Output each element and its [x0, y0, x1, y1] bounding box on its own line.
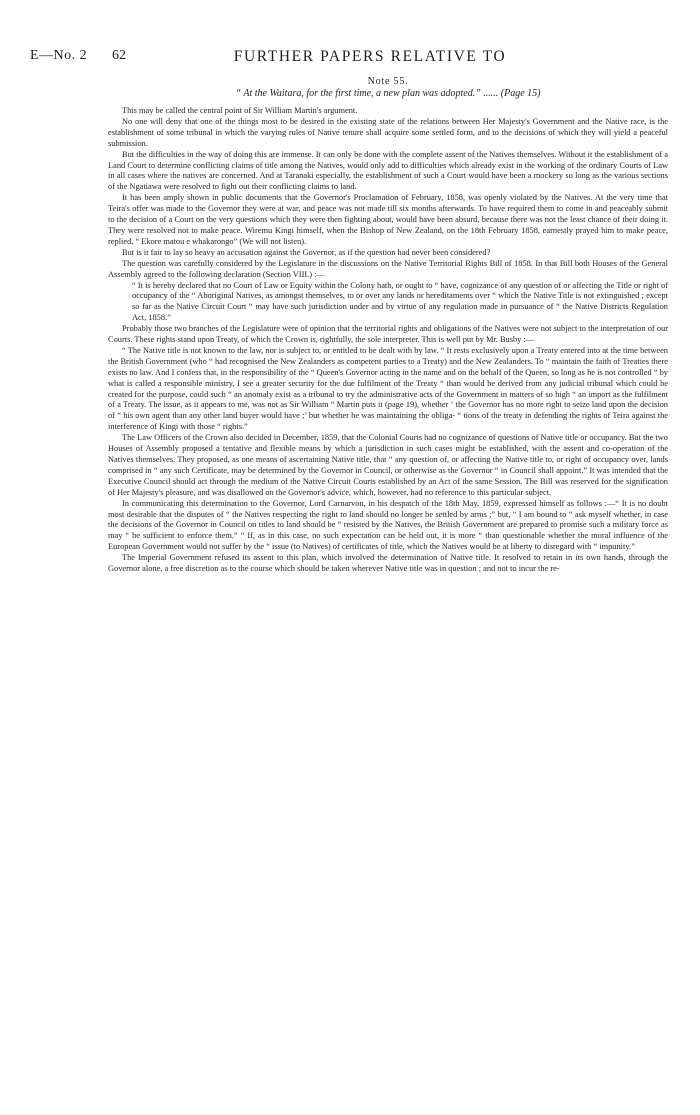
page-body — [108, 76, 668, 575]
paragraph: No one will deny that one of the things most to be desired in the existing state of the relations between Her Majesty's Government and the Native race, is the establishment of some tribunal in which the varying rules of Native tenure shall acquire some settled form, and to the decisions of which they will yield a peaceful submission. — [108, 116, 668, 148]
block-quote: “ The Native title is not known to the law, nor is subject to, or entitled to be dealt with by law. “ It rests exclusively upon a Treaty entered into at the time between the British Government (who “ had recognised the New Zealanders as competent parties to a Treaty) and the New Zealanders. To “ maintain the faith of Treaties there exists no law. And I confess that, in the responsibility of the “ Queen's Governor acting in the name and on the behalf of the Queen, so long as he is not controlled “ by what is called a responsible ministry, I see a greater security for the due fulfilment of the Treaty “ than would be derived from any judicial tribunal which could be created for the purpose, could such “ an anomaly exist as a tribunal to try the administrative acts of the Government in matters of so high “ an import as the fulfilment of a Treaty. The issue, as it appears to me, was not as Sir William “ Martin puts it (page 19), whether ‘ the Governor has no more right to seize land upon the decision of “ his own agent than any other land buyer would have ;’ but whether he was maintaining the obliga- “ tions of the treaty in defending the rights of Teira against the interference of Kingi with those “ rights.” — [108, 345, 668, 432]
paragraph: It has been amply shown in public documents that the Governor's Proclamation of February, 1858, was openly violated by the Natives. At the very time that Teira's offer was made to the Governor they were at war, and peace was not made till six months afterwards. To have required them to come in and peaceably submit to the decision of a Court on the very questions which they were then fighting about, would have been absurd, because there was not the least chance of their doing it. They were resolved not to make peace. Wiremu Kingi himself, when the Bishop of New Zealand, on the 18th February 1858, earnestly prayed him to make peace, replied, “ Ekore matou e whakarongo” (We will not listen). — [108, 193, 668, 246]
paragraph: The question was carefully considered by the Legislature in the discussions on the Native Territorial Rights Bill of 1858. In that Bill both Houses of the General Assembly agreed to the following declaration (Section VIII.) :— — [108, 258, 668, 279]
paragraph: But the difficulties in the way of doing this are immense. It can only be done with the complete assent of the Natives themselves. Without it the establishment of a Land Court to determine conflicting claims of title among the Natives, would only add to difficulties which already exist in the working of the ordinary Courts of Law in all cases where the natives are concerned. And at Taranaki especially, the establishment of such a Court would have been a mockery so long as the various sections of the Ngatiawa were resolved to fight out their conflicting claims to land. — [108, 149, 668, 192]
note-heading: Note 55. — [367, 76, 409, 87]
note-quote — [108, 88, 668, 100]
block-quote: “ It is hereby declared that no Court of Law or Equity within the Colony hath, or ought to “ have, cognizance of any question of or affecting the Title or right of occupancy of the “ Aboriginal Natives, as amongst themselves, to or over any lands or hereditaments over “ which the Native Title is not extinguished ; except so far as the Native Circuit Court “ may have such jurisdiction under and by virtue of any regulation made in pursuance of “ the Native Districts Regulation Act, 1858.” — [132, 280, 668, 323]
paragraph: But is it fair to lay so heavy an accusation against the Governor, as if the question had never been considered? — [122, 247, 491, 257]
paragraph: The Imperial Government refused its assent to this plan, which involved the determination of Native title. It resolved to retain in its own hands, through the Governor alone, a free discretion as to the course which should be taken wherever Native title was in question ; and not to incur the re- — [108, 553, 668, 574]
series-number: E—No. 2 — [30, 48, 88, 63]
running-title: FURTHER PAPERS RELATIVE TO — [233, 48, 507, 65]
note-page-reference: (Page 15) — [500, 88, 541, 99]
paragraph: This may be called the central point of Sir William Martin's argument. — [122, 106, 358, 115]
page-header — [30, 48, 670, 68]
paragraph: Probably those two branches of the Legislature were of opinion that the territorial rights and obligations of the Natives were not subject to the interpretation of our Courts. These rights stand upon Treaty, of which the Crown is, rightfully, the sole interpreter. This is well put by Mr. Busby :— — [108, 324, 668, 345]
paragraph: The Law Officers of the Crown also decided in December, 1859, that the Colonial Courts had no cognizance of questions of Native title or occupancy. But the two Houses of Assembly proposed a tentative and flexible means by which a jurisdiction in such cases might be established, with the assent and co-operation of the Natives themselves. They proposed, as one means of ascertaining Native title, that “ any question of, or affecting the Native title to, or right of occupancy over, lands comprised in “ any such Certificate, may be determined by the Governor in Council, or otherwise as the Governor “ in Council shall appoint.” It was intended that the Executive Council should act through the medium of the Native Circuit Courts established by an Act of the same Session. The Bill was reserved for the signification of Her Majesty's pleasure, and was disallowed on the Governor's advice, which, however, had no reference to this particular subject. — [108, 433, 668, 497]
paragraph: In communicating this determination to the Governor, Lord Carnarvon, in his despatch of the 18th May, 1859, expressed himself as follows :—“ It is no doubt most desirable that the disputes of “ the Natives respecting the right to land should no longer be settled by arms ;” but, “ I am bound to “ ask myself whether, in case the decisions of the Governor in Council on titles to land should be “ resisted by the Natives, the British Government are prepared to promise such a military force as may “ be sufficient to enforce them.” “ If, as in this case, no such expectation can be held out, it is more “ than questionable whether the moral influence of the European Government would not suffer by the “ issue (to Natives) of certificates of title, which the Natives would be at liberty to disregard with “ impunity.” — [108, 498, 668, 552]
note-quote-text: “ At the Waitara, for the first time, a new plan was adopted.” ...... — [235, 88, 499, 99]
page-number: 62 — [112, 48, 126, 63]
